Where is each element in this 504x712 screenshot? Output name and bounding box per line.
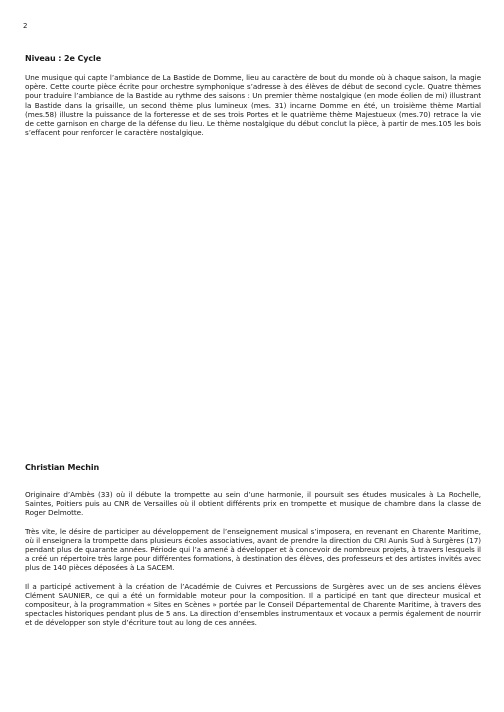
biography-section: [25, 463, 481, 637]
biography-paragraph-3: Il a participé activement à la création de l’Académie de Cuivres et Percussions de Surgères avec un de ses anciens élèves Clément SAUNIER, ce qui a été un formidable moteur pour la composition. Il a participé en tant que directeur musical et compositeur, à la programmation « Sites en Scènes » portée par le Conseil Départemental de Charente Maritime, à travers des spectacles historiques pendant plus de 5 ans. La direction d’ensembles instrumentaux et vocaux a permis également de nourrir et de développer son style d’écriture tout au long de ces années.: [25, 581, 481, 628]
description-section: [25, 54, 481, 146]
composer-name-heading: Christian Mechin: [25, 463, 100, 472]
biography-paragraph-2: Très vite, le désire de participer au développement de l’enseignement musical s’imposera, en revenant en Charente Maritime, où il enseignera la trompette dans plusieurs écoles associatives, avant de prendre la direction du CRI Aunis Sud à Surgères (17) pendant plus de quarante années. Période qui l’a amené à développer et à concevoir de nombreux projets, à travers lesquels il a créé un répertoire très large pour différentes formations, à destination des élèves, des professeurs et des artistes invités avec plus de 140 pièces déposées à La SACEM.: [25, 526, 481, 573]
page-number: 2: [23, 22, 28, 30]
description-paragraph: Une musique qui capte l’ambiance de La Bastide de Domme, lieu au caractère de bout du monde où à chaque saison, la magie opère. Cette courte pièce écrite pour orchestre symphonique s’adresse à des élèves de début de second cycle. Quatre thèmes pour traduire l’ambiance de la Bastide au rythme des saisons : Un premier thème nostalgique (en mode éolien de mi) illustrant la Bastide dans la grisaille, un second thème plus lumineux (mes. 31) incarne Domme en été, un troisième thème Martial (mes.58) illustre la puissance de la forteresse et de ses trois Portes et le quatrième thème Majestueux (mes.70) retrace la vie de cette garnison en charge de la défense du lieu. Le thème nostalgique du début conclut la pièce, à partir de mes.105 les bois s’effacent pour renforcer le caractère nostalgique.: [25, 73, 481, 138]
level-heading: Niveau : 2e Cycle: [25, 54, 102, 63]
biography-paragraph-1: Originaire d’Ambès (33) où il débute la trompette au sein d’une harmonie, il poursuit ses études musicales à La Rochelle, Saintes, Poitiers puis au CNR de Versailles où il obtient différents prix en trompette et musique de chambre dans la classe de Roger Delmotte.: [25, 490, 481, 518]
